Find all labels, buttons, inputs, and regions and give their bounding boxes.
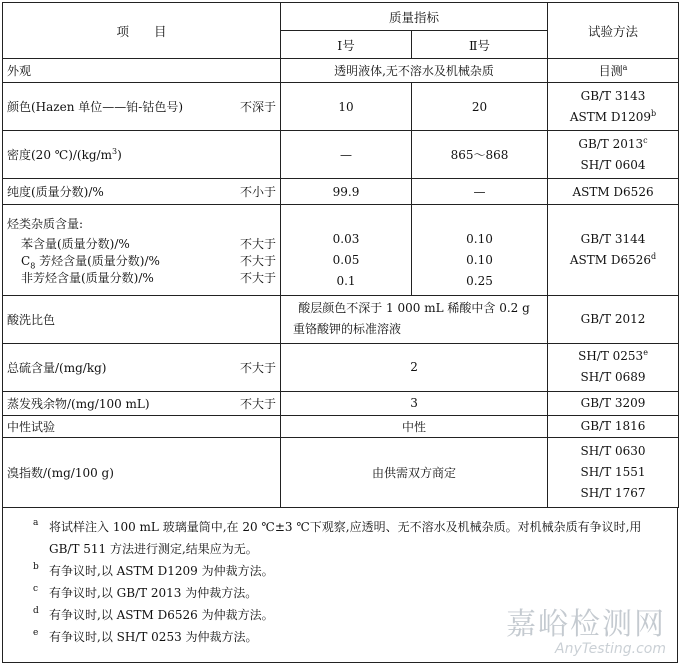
hydrocarbons-title: 烃类杂质含量: [7,216,84,231]
bromine-name: 溴指数/(mg/100 g) [3,437,281,507]
sulfur-method-cell [548,343,679,391]
evaporation-value: 3 [281,391,548,415]
neutrality-method: GB/T 1816 [548,415,679,437]
footnote-a-text: 将试样注入 100 mL 玻璃量筒中,在 20 ℃±3 ℃下观察,应透明、无不溶水及机械杂质。对机械杂质有争议时,用 GB/T 511 方法进行测定,结果应为无。 [49,520,642,556]
evaporation-method: GB/T 3209 [548,391,679,415]
hydrocarbons-method-2: ASTM D6526 [569,252,652,267]
row-bromine [3,437,679,507]
row-sulfur [3,343,679,391]
density-method-cell [548,131,679,179]
purity-method: ASTM D6526 [548,179,679,205]
evaporation-name-cell [3,391,281,415]
footnote-d-text: 有争议时,以 ASTM D6526 为仲裁方法。 [49,608,274,622]
evaporation-limit: 不大于 [239,396,276,411]
density-name: 密度(20 ℃)/(kg/m [7,148,112,163]
purity-limit: 不小于 [239,185,276,200]
row-evaporation [3,391,679,415]
watermark-cn: 嘉峪检测网 [506,607,666,642]
sulfur-method-2: SH/T 0689 [580,370,646,385]
sulfur-method-1: SH/T 0253 [578,349,644,364]
purity-grade-2: — [412,179,548,205]
row-color [3,83,679,131]
c8-grade-2: 0.10 [466,252,493,267]
purity-name-cell [3,179,281,205]
purity-name: 纯度(质量分数)/% [7,185,104,200]
bromine-method-2: SH/T 1551 [580,464,646,479]
header-quality-index: 质量指标 [281,3,548,31]
density-name-cell [3,131,281,179]
c8-limit: 不大于 [239,253,276,268]
bromine-value: 由供需双方商定 [281,437,548,507]
neutrality-name: 中性试验 [3,415,281,437]
row-appearance [3,59,679,83]
hydrocarbons-method-cell [548,205,679,295]
color-method-2-note: b [651,108,657,118]
sulfur-limit: 不大于 [239,360,276,375]
bromine-method-cell [548,437,679,507]
color-grade-2: 20 [412,83,548,131]
density-name-sup: 3 [111,147,118,157]
color-name: 颜色(Hazen 单位——铂-钴色号) [7,100,184,115]
row-hydrocarbons [3,205,679,295]
benzene-name: 苯含量(质量分数)/% [21,236,130,251]
density-name-post: ) [117,148,122,163]
nonaromatic-limit: 不大于 [239,270,276,285]
appearance-method: 目测 [598,64,623,79]
color-method-cell [548,83,679,131]
appearance-method-note: a [622,63,628,73]
nonaromatic-grade-2: 0.25 [466,273,493,288]
nonaromatic-name: 非芳烃含量(质量分数)/% [21,270,154,285]
density-grade-2: 865～868 [412,131,548,179]
color-limit: 不深于 [239,100,276,115]
footnote-b-text: 有争议时,以 ASTM D1209 为仲裁方法。 [49,564,274,578]
c8-grade-1: 0.05 [332,252,360,267]
appearance-name: 外观 [3,59,281,83]
c8-name: C [21,253,31,268]
benzene-grade-2: 0.10 [466,231,493,246]
hydrocarbons-grade-2-cell [412,205,548,295]
row-density [3,131,679,179]
color-grade-1: 10 [281,83,412,131]
hydrocarbons-method-2-note: d [651,251,657,261]
watermark-en: AnyTesting.com [555,641,666,657]
acid-wash-value-line-1: 酸层颜色不深于 1 000 mL 稀酸中含 0.2 g [298,301,530,316]
row-acid-wash [3,295,679,343]
header-item: 项 目 [3,3,281,59]
acid-wash-method: GB/T 2012 [548,295,679,343]
color-method-2: ASTM D1209 [569,109,652,124]
c8-name-post: 芳烃含量(质量分数)/% [35,253,160,268]
hydrocarbons-method-1: GB/T 3144 [580,231,646,246]
spec-table [2,2,679,508]
bromine-method-1: SH/T 0630 [580,443,646,458]
footnote-e-text: 有争议时,以 SH/T 0253 为仲裁方法。 [49,630,258,644]
footnote-e-mark: e [33,628,39,638]
footnote-b-mark: b [33,562,39,572]
density-method-1-note: c [643,135,648,145]
header-test-method: 试验方法 [548,3,679,59]
header-grade-1: Ⅰ号 [281,31,412,59]
sulfur-name: 总硫含量/(mg/kg) [7,360,107,375]
footnote-c-mark: c [33,584,39,594]
hydrocarbons-name-cell [3,205,281,295]
footnote-d-mark: d [33,606,39,616]
acid-wash-value-cell [281,295,548,343]
evaporation-name: 蒸发残余物/(mg/100 mL) [7,396,150,411]
c8-name-sub: 8 [30,261,36,271]
benzene-limit: 不大于 [239,236,276,251]
density-grade-1: — [281,131,412,179]
header-grade-2: Ⅱ号 [412,31,548,59]
neutrality-value: 中性 [281,415,548,437]
acid-wash-value-line-2: 重铬酸钾的标准溶液 [293,322,402,337]
acid-wash-name: 酸洗比色 [3,295,281,343]
nonaromatic-grade-1: 0.1 [336,273,356,288]
footnote-c [3,582,677,604]
footnote-b [3,560,677,582]
sulfur-name-cell [3,343,281,391]
row-purity [3,179,679,205]
footnote-a-mark: a [33,518,39,528]
benzene-grade-1: 0.03 [332,231,360,246]
bromine-method-3: SH/T 1767 [580,485,646,500]
footnote-c-text: 有争议时,以 GB/T 2013 为仲裁方法。 [49,586,258,600]
hydrocarbons-grade-1-cell [281,205,412,295]
sulfur-method-1-note: e [643,348,648,358]
purity-grade-1: 99.9 [281,179,412,205]
sulfur-value: 2 [281,343,548,391]
appearance-value: 透明液体,无不溶水及机械杂质 [281,59,548,83]
watermark [506,609,666,657]
color-name-cell [3,83,281,131]
color-method-1: GB/T 3143 [580,88,646,103]
appearance-method-cell [548,59,679,83]
row-neutrality [3,415,679,437]
density-method-1: GB/T 2013 [578,136,644,151]
footnote-a [3,516,677,560]
density-method-2: SH/T 0604 [580,157,646,172]
